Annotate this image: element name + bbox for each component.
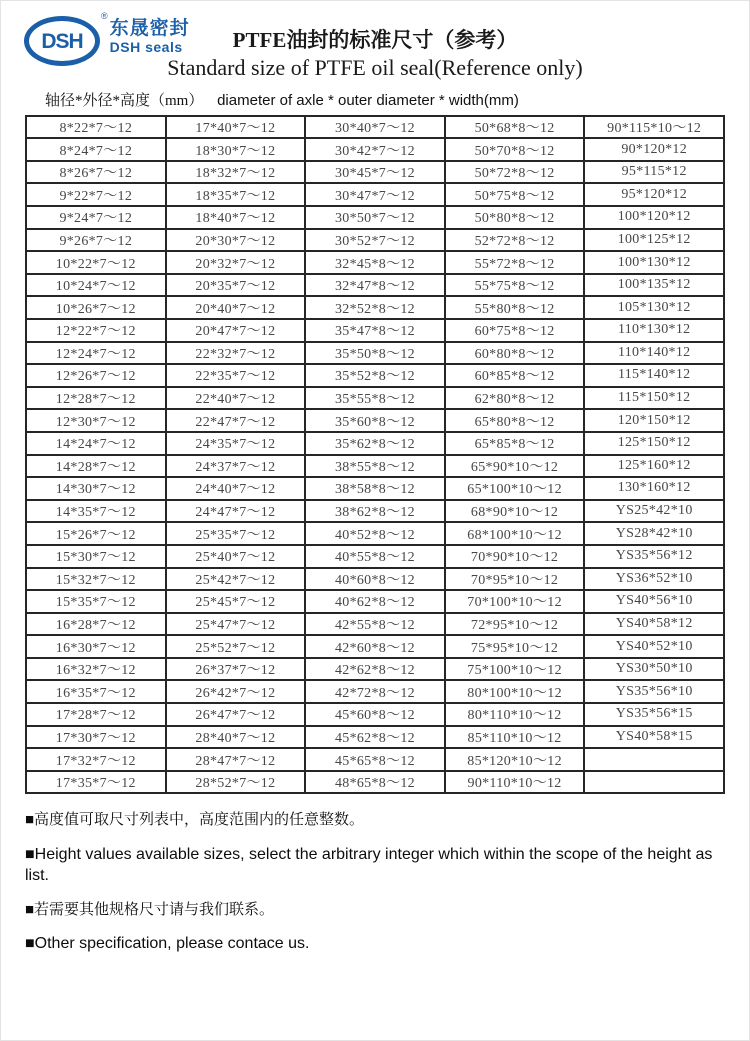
size-cell: 50*75*8～12	[445, 183, 585, 206]
size-cell: 42*72*8～12	[305, 680, 445, 703]
size-cell: 14*24*7～12	[26, 432, 166, 455]
size-cell: 130*160*12	[584, 477, 724, 500]
size-cell: 35*50*8～12	[305, 342, 445, 365]
size-cell: 68*100*10～12	[445, 522, 585, 545]
size-cell: 22*40*7～12	[166, 387, 306, 410]
table-row	[26, 274, 724, 297]
size-cell: 38*62*8～12	[305, 500, 445, 523]
table-row	[26, 771, 724, 794]
size-cell: 20*35*7～12	[166, 274, 306, 297]
notes	[25, 810, 725, 954]
table-row	[26, 522, 724, 545]
size-cell	[584, 771, 724, 794]
table-row	[26, 161, 724, 184]
size-cell: YS35*56*15	[584, 703, 724, 726]
size-cell: YS30*50*10	[584, 658, 724, 681]
size-cell: 100*120*12	[584, 206, 724, 229]
size-cell: 85*120*10～12	[445, 748, 585, 771]
size-cell: 45*60*8～12	[305, 703, 445, 726]
size-cell: 9*22*7～12	[26, 183, 166, 206]
size-cell: 30*50*7～12	[305, 206, 445, 229]
size-cell: 55*80*8～12	[445, 296, 585, 319]
size-cell: 30*40*7～12	[305, 116, 445, 139]
size-cell: YS40*52*10	[584, 635, 724, 658]
size-cell: 30*52*7～12	[305, 229, 445, 252]
table-row	[26, 658, 724, 681]
table-row	[26, 251, 724, 274]
size-cell: 22*35*7～12	[166, 364, 306, 387]
size-cell: 100*130*12	[584, 251, 724, 274]
size-cell: 90*120*12	[584, 138, 724, 161]
size-cell: 14*28*7～12	[26, 455, 166, 478]
size-cell: 40*52*8～12	[305, 522, 445, 545]
size-cell: YS40*58*12	[584, 613, 724, 636]
size-cell: 45*65*8～12	[305, 748, 445, 771]
size-cell: 28*40*7～12	[166, 726, 306, 749]
size-cell: 50*80*8～12	[445, 206, 585, 229]
note: ■Other specification, please contace us.	[25, 935, 310, 953]
size-cell: 16*28*7～12	[26, 613, 166, 636]
table-row	[26, 387, 724, 410]
size-cell: 85*110*10～12	[445, 726, 585, 749]
size-cell: 115*140*12	[584, 364, 724, 387]
size-cell: 26*37*7～12	[166, 658, 306, 681]
size-cell: 12*30*7～12	[26, 409, 166, 432]
size-cell: 14*35*7～12	[26, 500, 166, 523]
size-cell: 8*22*7～12	[26, 116, 166, 139]
dimension-legend-cn: 轴径*外径*高度（mm）	[45, 92, 204, 109]
size-cell: 65*90*10～12	[445, 455, 585, 478]
note: ■Height values available sizes, select the arbitrary integer which within the scope of the height as list.	[25, 845, 713, 885]
size-cell: 90*110*10～12	[445, 771, 585, 794]
note: ■若需要其他规格尺寸请与我们联系。	[25, 901, 275, 918]
size-cell: 24*47*7～12	[166, 500, 306, 523]
size-cell: 110*140*12	[584, 342, 724, 365]
size-cell: 26*47*7～12	[166, 703, 306, 726]
size-cell: YS36*52*10	[584, 568, 724, 591]
size-cell: 9*26*7～12	[26, 229, 166, 252]
size-cell: 70*95*10～12	[445, 568, 585, 591]
table-row	[26, 748, 724, 771]
size-cell: 24*40*7～12	[166, 477, 306, 500]
size-cell: 25*40*7～12	[166, 545, 306, 568]
dsh-logo-ellipse-icon	[24, 16, 100, 66]
size-cell: 25*45*7～12	[166, 590, 306, 613]
size-cell: 28*52*7～12	[166, 771, 306, 794]
size-cell: 72*95*10～12	[445, 613, 585, 636]
size-cell: 70*100*10～12	[445, 590, 585, 613]
table-row	[26, 545, 724, 568]
size-cell: 40*62*8～12	[305, 590, 445, 613]
size-cell: 32*52*8～12	[305, 296, 445, 319]
table-row	[26, 342, 724, 365]
size-cell: 10*22*7～12	[26, 251, 166, 274]
size-cell: 12*26*7～12	[26, 364, 166, 387]
table-row	[26, 703, 724, 726]
size-cell: 95*120*12	[584, 183, 724, 206]
size-cell: 22*47*7～12	[166, 409, 306, 432]
logo-name-en: DSH seals	[109, 38, 183, 55]
size-cell: 75*95*10～12	[445, 635, 585, 658]
size-cell: 125*150*12	[584, 432, 724, 455]
table-row	[26, 432, 724, 455]
size-cell: 55*72*8～12	[445, 251, 585, 274]
table-row	[26, 613, 724, 636]
note: ■高度值可取尺寸列表中，高度范围内的任意整数。	[25, 812, 365, 829]
size-cell: 28*47*7～12	[166, 748, 306, 771]
table-row	[26, 500, 724, 523]
size-cell: 25*52*7～12	[166, 635, 306, 658]
size-cell: 50*68*8～12	[445, 116, 585, 139]
table-row	[26, 116, 724, 139]
size-cell: 35*52*8～12	[305, 364, 445, 387]
size-cell: 55*75*8～12	[445, 274, 585, 297]
size-cell: 15*30*7～12	[26, 545, 166, 568]
size-cell: 42*62*8～12	[305, 658, 445, 681]
size-cell: YS40*58*15	[584, 726, 724, 749]
table-row	[26, 726, 724, 749]
registered-mark: ®	[101, 11, 108, 21]
table-row	[26, 138, 724, 161]
size-cell: YS25*42*10	[584, 500, 724, 523]
size-cell: 25*47*7～12	[166, 613, 306, 636]
table-row	[26, 206, 724, 229]
size-cell: 70*90*10～12	[445, 545, 585, 568]
size-cell: 20*30*7～12	[166, 229, 306, 252]
size-cell: 20*32*7～12	[166, 251, 306, 274]
size-cell: 60*80*8～12	[445, 342, 585, 365]
table-row	[26, 409, 724, 432]
size-cell: 26*42*7～12	[166, 680, 306, 703]
size-cell: 17*28*7～12	[26, 703, 166, 726]
size-cell: 24*35*7～12	[166, 432, 306, 455]
size-cell: 12*24*7～12	[26, 342, 166, 365]
size-cell: 25*35*7～12	[166, 522, 306, 545]
dimension-legend	[45, 92, 750, 110]
size-cell: YS35*56*12	[584, 545, 724, 568]
size-cell: 65*80*8～12	[445, 409, 585, 432]
size-cell: 48*65*8～12	[305, 771, 445, 794]
logo-abbr: DSH	[41, 29, 83, 53]
size-cell: YS40*56*10	[584, 590, 724, 613]
table-row	[26, 477, 724, 500]
size-cell: 10*26*7～12	[26, 296, 166, 319]
size-cell: 75*100*10～12	[445, 658, 585, 681]
size-cell: 42*60*8～12	[305, 635, 445, 658]
size-cell: 8*24*7～12	[26, 138, 166, 161]
size-cell: 12*22*7～12	[26, 319, 166, 342]
size-cell: YS28*42*10	[584, 522, 724, 545]
size-cell: 30*45*7～12	[305, 161, 445, 184]
dsh-logo	[24, 11, 190, 66]
size-cell: 52*72*8～12	[445, 229, 585, 252]
table-row	[26, 319, 724, 342]
size-cell: 60*85*8～12	[445, 364, 585, 387]
size-cell: 16*35*7～12	[26, 680, 166, 703]
size-cell: 120*150*12	[584, 409, 724, 432]
size-cell: 18*32*7～12	[166, 161, 306, 184]
dimension-legend-en: diameter of axle * outer diameter * width(mm)	[217, 91, 519, 109]
table-row	[26, 296, 724, 319]
size-cell: 24*37*7～12	[166, 455, 306, 478]
size-cell: 32*47*8～12	[305, 274, 445, 297]
size-cell: 65*100*10～12	[445, 477, 585, 500]
size-cell: 65*85*8～12	[445, 432, 585, 455]
table-row	[26, 680, 724, 703]
size-cell: 9*24*7～12	[26, 206, 166, 229]
size-cell: 15*35*7～12	[26, 590, 166, 613]
size-cell: 115*150*12	[584, 387, 724, 410]
size-cell: 15*32*7～12	[26, 568, 166, 591]
table-row	[26, 364, 724, 387]
logo-text	[110, 19, 190, 55]
size-cell: 20*40*7～12	[166, 296, 306, 319]
size-cell: 22*32*7～12	[166, 342, 306, 365]
size-cell: 80*110*10～12	[445, 703, 585, 726]
size-cell: 105*130*12	[584, 296, 724, 319]
size-cell: 38*58*8～12	[305, 477, 445, 500]
size-cell: 50*70*8～12	[445, 138, 585, 161]
table-row	[26, 455, 724, 478]
size-cell: 25*42*7～12	[166, 568, 306, 591]
size-cell	[584, 748, 724, 771]
table-row	[26, 229, 724, 252]
size-cell: 90*115*10～12	[584, 116, 724, 139]
size-cell: 32*45*8～12	[305, 251, 445, 274]
size-cell: 42*55*8～12	[305, 613, 445, 636]
size-cell: 50*72*8～12	[445, 161, 585, 184]
size-cell: 110*130*12	[584, 319, 724, 342]
size-cell: 18*30*7～12	[166, 138, 306, 161]
size-table	[25, 115, 725, 795]
size-cell: 40*55*8～12	[305, 545, 445, 568]
size-cell: 30*47*7～12	[305, 183, 445, 206]
size-cell: 30*42*7～12	[305, 138, 445, 161]
size-cell: 17*40*7～12	[166, 116, 306, 139]
size-cell: 35*55*8～12	[305, 387, 445, 410]
size-cell: 17*32*7～12	[26, 748, 166, 771]
size-cell: 17*35*7～12	[26, 771, 166, 794]
size-cell: 8*26*7～12	[26, 161, 166, 184]
size-cell: 15*26*7～12	[26, 522, 166, 545]
table-row	[26, 183, 724, 206]
size-cell: 10*24*7～12	[26, 274, 166, 297]
size-cell: 40*60*8～12	[305, 568, 445, 591]
page-title-cn: PTFE油封的标准尺寸（参考）	[232, 28, 518, 52]
size-cell: 16*30*7～12	[26, 635, 166, 658]
size-cell: 35*62*8～12	[305, 432, 445, 455]
size-cell: 20*47*7～12	[166, 319, 306, 342]
size-cell: 95*115*12	[584, 161, 724, 184]
size-cell: 68*90*10～12	[445, 500, 585, 523]
logo-name-cn: 东晟密封	[109, 18, 190, 39]
size-cell: 125*160*12	[584, 455, 724, 478]
size-cell: 16*32*7～12	[26, 658, 166, 681]
size-cell: 12*28*7～12	[26, 387, 166, 410]
size-cell: 45*62*8～12	[305, 726, 445, 749]
size-cell: 80*100*10～12	[445, 680, 585, 703]
table-row	[26, 568, 724, 591]
size-cell: 14*30*7～12	[26, 477, 166, 500]
size-cell: YS35*56*10	[584, 680, 724, 703]
size-cell: 38*55*8～12	[305, 455, 445, 478]
table-row	[26, 590, 724, 613]
table-row	[26, 635, 724, 658]
size-cell: 17*30*7～12	[26, 726, 166, 749]
size-cell: 100*125*12	[584, 229, 724, 252]
size-cell: 18*35*7～12	[166, 183, 306, 206]
size-cell: 35*47*8～12	[305, 319, 445, 342]
size-cell: 62*80*8～12	[445, 387, 585, 410]
size-cell: 18*40*7～12	[166, 206, 306, 229]
page-title-en: Standard size of PTFE oil seal(Reference only)	[167, 55, 583, 81]
size-table-body	[26, 116, 724, 794]
size-cell: 60*75*8～12	[445, 319, 585, 342]
size-cell: 35*60*8～12	[305, 409, 445, 432]
size-cell: 100*135*12	[584, 274, 724, 297]
